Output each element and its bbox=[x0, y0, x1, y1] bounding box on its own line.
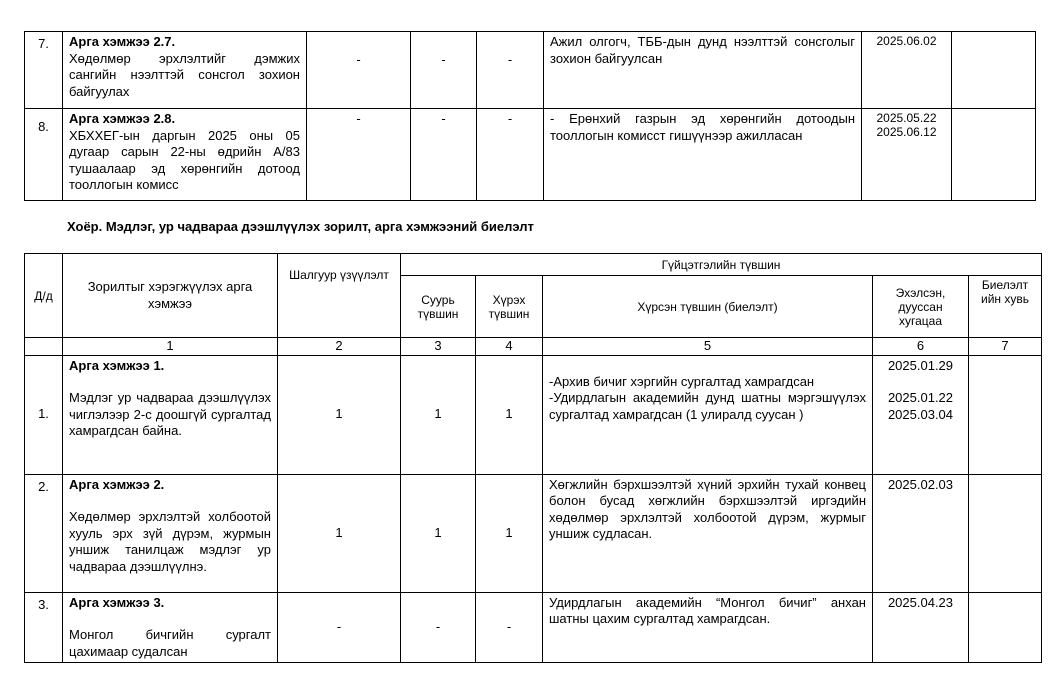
action-description: ХБХХЕГ-ын даргын 2025 оны 05 дугаар сарын 22-ны өдрийн А/83 тушаалаар эд хөрөнгийн дотоод тооллогын комисс bbox=[69, 127, 300, 192]
action-description: Хөдөлмөр эрхлэлтийг дэмжих сангийн нээлттэй сонсгол зохион байгуулах bbox=[69, 50, 300, 99]
action-title: Арга хэмжээ 1. bbox=[69, 357, 165, 373]
base-level-cell: - bbox=[411, 109, 477, 201]
action-description: Хөдөлмөр эрхлэлтэй холбоотой хууль эрх зүй дүрэм, журмын уншиж танилцаж мэдлэг ур чадвараа дээшлүүлнэ. bbox=[69, 509, 271, 574]
date: 2025.01.29 bbox=[887, 357, 954, 373]
col-number: 6 bbox=[873, 338, 969, 356]
col-number: 4 bbox=[476, 338, 543, 356]
indicator-cell: - bbox=[307, 32, 411, 109]
result-cell: Ажил олгогч, ТББ-дын дунд нээлттэй сонсголыг зохион байгуулсан bbox=[544, 32, 862, 109]
base-level-cell: - bbox=[411, 32, 477, 109]
action-cell bbox=[63, 355, 278, 474]
action-cell bbox=[63, 32, 307, 109]
date: 2025.05.22 bbox=[876, 111, 937, 125]
result-line: -Удирдлагын академийн дунд шатны мэргэшүүлэх сургалтад хамрагдсан (1 улиралд суусан ) bbox=[549, 390, 866, 422]
table-row bbox=[25, 109, 1036, 201]
date: 2025.04.23 bbox=[887, 594, 954, 610]
table-row bbox=[25, 32, 1036, 109]
dates-cell bbox=[862, 109, 952, 201]
header-target: Хүрэх түвшин bbox=[476, 276, 543, 338]
action-table-continued bbox=[24, 31, 1036, 201]
percent-cell bbox=[952, 32, 1036, 109]
base-level-cell: 1 bbox=[401, 474, 476, 592]
action-title: Арга хэмжээ 2. bbox=[69, 476, 165, 492]
row-number: 8. bbox=[25, 109, 63, 201]
table-row bbox=[25, 592, 1042, 663]
percent-cell bbox=[969, 355, 1042, 474]
header-row bbox=[25, 254, 1042, 276]
percent-cell bbox=[952, 109, 1036, 201]
dates-cell bbox=[873, 474, 969, 592]
skills-table bbox=[24, 253, 1042, 663]
result-cell: - Ерөнхий газрын эд хөрөнгийн дотоодын тооллогын комисст гишүүнээр ажилласан bbox=[544, 109, 862, 201]
indicator-cell: 1 bbox=[278, 474, 401, 592]
header-action: Зорилтыг хэрэгжүүлэх арга хэмжээ bbox=[63, 254, 278, 338]
result-cell: Удирдлагын академийн “Монгол бичиг” анхан шатны цахим сургалтад хамрагдсан. bbox=[543, 592, 873, 663]
action-title: Арга хэмжээ 2.8. bbox=[69, 111, 176, 126]
row-number: 2. bbox=[25, 474, 63, 592]
date: 2025.06.12 bbox=[876, 125, 937, 139]
header-period: Эхэлсэн, дууссан хугацаа bbox=[873, 276, 969, 338]
date: 2025.03.04 bbox=[887, 406, 954, 422]
col-number: 2 bbox=[278, 338, 401, 356]
header-base: Суурь түвшин bbox=[401, 276, 476, 338]
table-row bbox=[25, 355, 1042, 474]
percent-cell bbox=[969, 592, 1042, 663]
action-cell bbox=[63, 474, 278, 592]
dates-cell bbox=[862, 32, 952, 109]
header-level: Гүйцэтгэлийн түвшин bbox=[401, 254, 1042, 276]
target-level-cell: 1 bbox=[476, 474, 543, 592]
target-level-cell: - bbox=[477, 32, 544, 109]
action-cell bbox=[63, 109, 307, 201]
indicator-cell: - bbox=[278, 592, 401, 663]
indicator-cell: 1 bbox=[278, 355, 401, 474]
action-description: Монгол бичгийн сургалт цахимаар судалсан bbox=[69, 627, 271, 659]
header-dd: Д/д bbox=[25, 254, 63, 338]
target-level-cell: - bbox=[476, 592, 543, 663]
date: 2025.01.22 bbox=[887, 390, 954, 405]
date: 2025.06.02 bbox=[876, 34, 937, 48]
percent-cell bbox=[969, 474, 1042, 592]
result-cell bbox=[543, 355, 873, 474]
row-number: 1. bbox=[25, 355, 63, 474]
result-cell: Хөгжлийн бэрхшээлтэй хүний эрхийн тухай конвец болон бусад хөгжлийн бэрхшээлтэй иргэдийн хөдөлмөр эрхлэлтэй холбоотой дүрэм, журмыг уншиж судласан. bbox=[543, 474, 873, 592]
column-number-row bbox=[25, 338, 1042, 356]
col-number: 5 bbox=[543, 338, 873, 356]
header-achieved: Хүрсэн түвшин (биелэлт) bbox=[543, 276, 873, 338]
result-line: -Архив бичиг хэргийн сургалтад хамрагдсан bbox=[549, 373, 815, 389]
col-number: 3 bbox=[401, 338, 476, 356]
action-title: Арга хэмжээ 3. bbox=[69, 594, 165, 610]
date-spacer bbox=[879, 374, 962, 390]
action-title: Арга хэмжээ 2.7. bbox=[69, 34, 176, 49]
target-level-cell: - bbox=[477, 109, 544, 201]
col-number: 1 bbox=[63, 338, 278, 356]
header-percent: Биелэлт ийн хувь bbox=[969, 276, 1042, 338]
action-cell bbox=[63, 592, 278, 663]
dates-cell bbox=[873, 355, 969, 474]
dates-cell bbox=[873, 592, 969, 663]
target-level-cell: 1 bbox=[476, 355, 543, 474]
row-number: 7. bbox=[25, 32, 63, 109]
table-row bbox=[25, 474, 1042, 592]
action-description: Мэдлэг ур чадвараа дээшлүүлэх чиглэлээр 2-с доошгүй сургалтад хамрагдсан байна. bbox=[69, 390, 271, 438]
indicator-cell: - bbox=[307, 109, 411, 201]
base-level-cell: 1 bbox=[401, 355, 476, 474]
base-level-cell: - bbox=[401, 592, 476, 663]
section-heading: Хоёр. Мэдлэг, ур чадвараа дээшлүүлэх зорилт, арга хэмжээний биелэлт bbox=[67, 219, 534, 234]
header-indicator: Шалгуур үзүүлэлт bbox=[278, 254, 401, 338]
row-number: 3. bbox=[25, 592, 63, 663]
col-number: 7 bbox=[969, 338, 1042, 356]
col-number-blank bbox=[25, 338, 63, 356]
date: 2025.02.03 bbox=[887, 476, 954, 492]
